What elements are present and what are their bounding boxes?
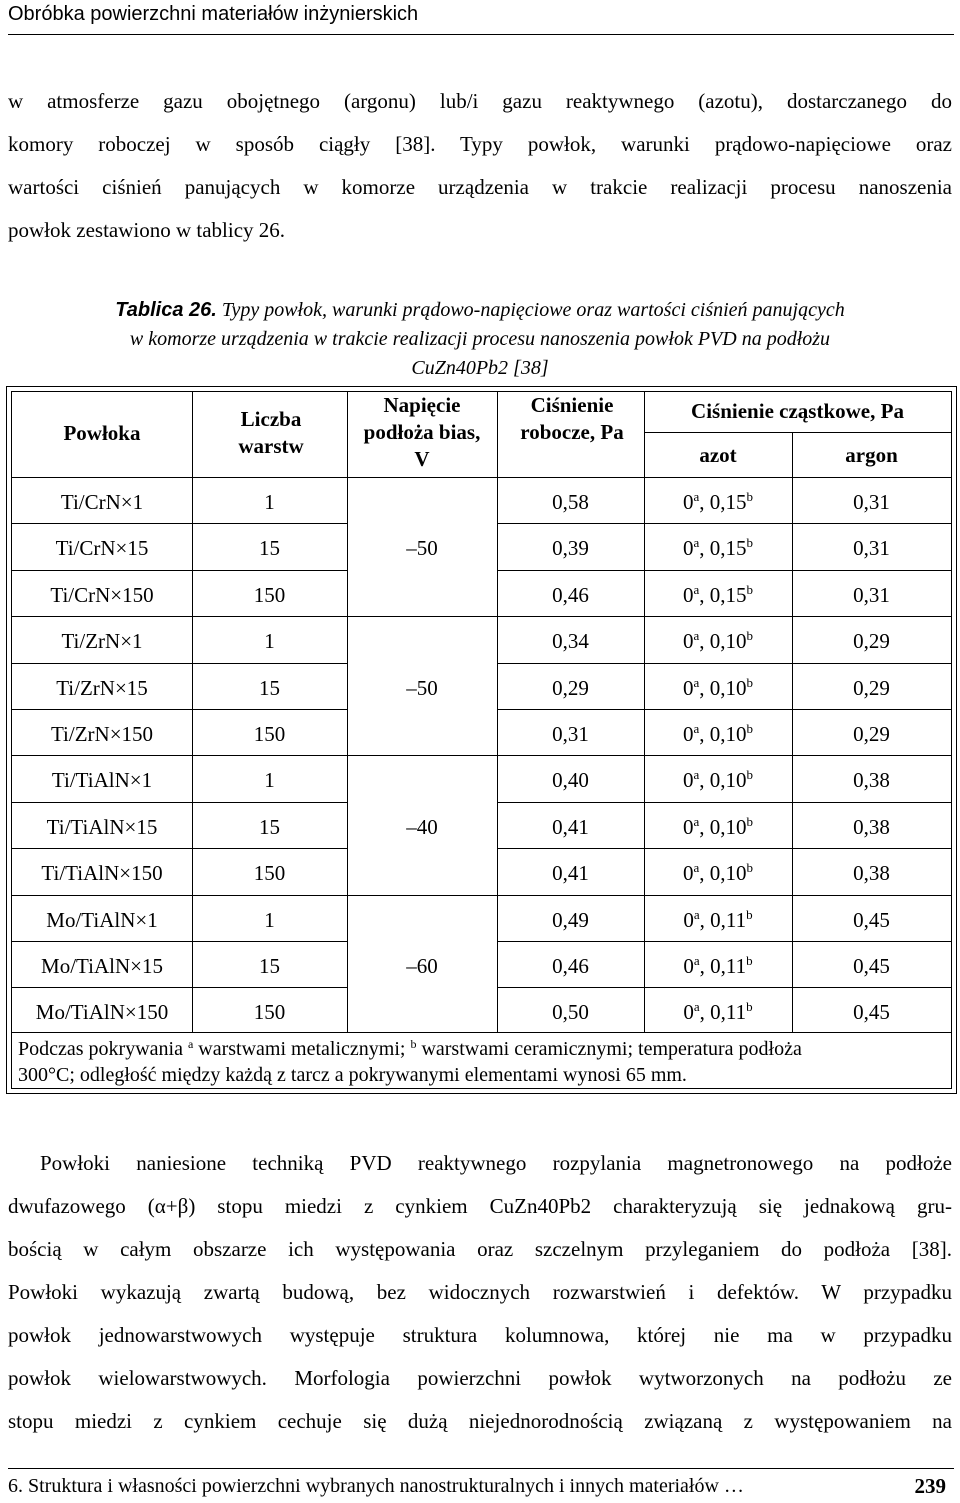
cell-coating: Ti/CrN×15: [55, 536, 149, 561]
cell-nitrogen: [644, 665, 792, 711]
footnote-marker: b: [746, 999, 753, 1015]
cell-layers: 1: [264, 768, 275, 793]
cell-layers: 1: [264, 907, 275, 932]
footnote-marker: a: [693, 628, 700, 644]
cell-nitrogen: [644, 804, 792, 850]
footnote-marker: b: [746, 489, 754, 504]
cell-text: , 0,15: [699, 536, 747, 561]
divider: [12, 848, 347, 849]
cell-coating: Ti/TiAlN×15: [46, 814, 158, 839]
cell-argon: 0,45: [853, 1000, 890, 1025]
cell-text: , 0,10: [699, 629, 747, 654]
cell-pressure: 0,49: [552, 907, 589, 932]
cell-text: 0: [682, 490, 694, 514]
footnote-line-2: 300°C; odległość między każdą z tarcz a pokrywanymi elementami wynosi 65 mm.: [18, 1064, 687, 1086]
cell-bias: –50: [406, 675, 438, 700]
footnote-text: warstwami ceramicznymi; temperatura podłoża: [416, 1038, 802, 1060]
cell-pressure: 0,29: [552, 675, 589, 700]
cell-text: 0: [683, 954, 694, 978]
cell-text: , 0,10: [699, 861, 747, 886]
caption-line-1: [8, 296, 952, 325]
cell-text: , 0,10: [699, 722, 747, 746]
cell-text: 0: [682, 814, 694, 839]
divider: [497, 987, 951, 988]
header-partial-pressure: Ciśnienie cząstkowe, Pa: [691, 399, 904, 423]
footnote-marker: a: [693, 489, 700, 504]
footnote-marker: a: [693, 674, 700, 690]
footnote-marker: a: [693, 721, 700, 736]
footer-chapter: 6. Struktura i własności powierzchni wybranych nanostrukturalnych i innych materiałów …: [8, 1475, 744, 1497]
cell-bias: –40: [406, 814, 438, 839]
paragraph-body: [8, 1142, 952, 1443]
data-table: [6, 386, 957, 1094]
cell-argon: 0,31: [853, 582, 890, 607]
cell-nitrogen: [644, 572, 792, 618]
cell-coating: Ti/TiAlN×150: [41, 861, 163, 886]
footnote-text: Podczas pokrywania: [18, 1038, 188, 1060]
cell-nitrogen: [644, 897, 792, 943]
cell-text: , 0,15: [699, 582, 747, 607]
divider: [497, 848, 951, 849]
cell-coating: Mo/TiAlN×15: [41, 954, 163, 978]
cell-argon: 0,45: [853, 907, 890, 932]
cell-bias: –50: [406, 536, 438, 561]
running-header: [8, 0, 954, 35]
header-argon: argon: [845, 443, 898, 467]
footnote-marker: b: [746, 581, 754, 597]
cell-coating: Ti/ZrN×15: [56, 675, 148, 700]
cell-pressure: 0,40: [552, 768, 589, 793]
divider: [12, 895, 951, 896]
divider: [497, 523, 951, 524]
cell-text: , 0,10: [699, 814, 747, 839]
cell-text: 0: [682, 629, 694, 654]
table-caption: [8, 296, 952, 383]
cell-coating: Mo/TiAlN×150: [35, 1000, 169, 1025]
cell-pressure: 0,46: [552, 582, 589, 607]
cell-layers: 15: [259, 675, 280, 700]
divider: [12, 616, 951, 617]
paragraph-line: powłok jednowarstwowych występuje struktura kolumnowa, której nie ma w przypadku: [8, 1323, 952, 1347]
table-inner-frame: [11, 391, 952, 1089]
cell-text: 0: [682, 768, 694, 793]
cell-pressure: 0,39: [552, 536, 589, 561]
cell-text: 0: [682, 582, 694, 607]
cell-pressure: 0,34: [552, 629, 589, 654]
cell-argon: 0,29: [853, 629, 890, 654]
cell-argon: 0,31: [853, 490, 890, 514]
footnote-marker: a: [693, 813, 700, 829]
cell-coating: Ti/ZrN×150: [50, 722, 154, 746]
cell-layers: 150: [253, 582, 286, 607]
cell-layers: 1: [264, 490, 275, 514]
cell-nitrogen: [644, 943, 792, 989]
cell-nitrogen: [644, 989, 792, 1035]
header-layers: Liczba warstw: [238, 407, 304, 458]
footnote-marker-b: b: [410, 1037, 417, 1051]
cell-text: , 0,10: [699, 675, 747, 700]
cell-layers: 15: [259, 814, 280, 839]
caption-line-2: w komorze urządzenia w trakcie realizacji procesu nanoszenia powłok PVD na podłożu: [129, 328, 831, 350]
running-footer: [8, 1468, 954, 1503]
page-number: 239: [914, 1474, 946, 1498]
paragraph-intro: [8, 80, 952, 252]
divider: [497, 709, 951, 710]
header-bias: Napięcie podłoża bias, V: [363, 393, 481, 471]
cell-layers: 150: [253, 1000, 286, 1025]
divider: [497, 941, 951, 942]
paragraph-line: Powłoki wykazują zwartą budową, bez widocznych rozwarstwień i defektów. W przypadku: [8, 1280, 952, 1304]
footnote-marker: b: [746, 860, 754, 876]
footnote-marker: b: [746, 535, 754, 551]
cell-argon: 0,38: [853, 861, 890, 886]
paragraph-line: dwufazowego (α+β) stopu miedzi z cynkiem CuZn40Pb2 charakteryzują się jednakową gru-: [8, 1194, 952, 1218]
header-nitrogen: azot: [699, 443, 737, 467]
header-coating: Powłoka: [63, 421, 141, 445]
divider: [12, 755, 951, 756]
cell-text: , 0,10: [699, 768, 747, 793]
divider: [12, 663, 347, 664]
divider: [497, 663, 951, 664]
footnote-marker: a: [693, 953, 700, 968]
paragraph-line: komory roboczej w sposób ciągły [38]. Typy powłok, warunki prądowo-napięciowe oraz: [8, 132, 952, 156]
cell-pressure: 0,41: [552, 861, 589, 886]
running-header-title: Obróbka powierzchni materiałów inżynierskich: [8, 3, 419, 25]
cell-coating: Ti/CrN×150: [50, 582, 154, 607]
paragraph-line: powłok zestawiono w tablicy 26.: [8, 218, 286, 242]
footnote-marker: a: [693, 767, 700, 783]
cell-layers: 15: [259, 536, 280, 561]
cell-layers: 150: [253, 861, 286, 886]
cell-nitrogen: [644, 757, 792, 803]
divider: [497, 392, 498, 477]
cell-pressure: 0,46: [552, 954, 589, 978]
paragraph-line: Powłoki naniesione techniką PVD reaktywnego rozpylania magnetronowego na podłoże: [40, 1151, 952, 1175]
divider: [12, 802, 347, 803]
paragraph-line: w atmosferze gazu obojętnego (argonu) lub/i gazu reaktywnego (azotu), dostarczanego do: [8, 89, 952, 113]
paragraph-line: stopu miedzi z cynkiem cechuje się dużą niejednorodnością związaną z występowaniem na: [8, 1409, 952, 1433]
footnote-line-1: [18, 1037, 948, 1063]
cell-layers: 1: [264, 629, 275, 654]
caption-text: Typy powłok, warunki prądowo-napięciowe oraz wartości ciśnień panujących: [216, 299, 845, 321]
cell-pressure: 0,58: [552, 490, 589, 514]
cell-text: , 0,11: [699, 907, 747, 932]
paragraph-line: powłok wielowarstwowych. Morfologia powierzchni powłok wytworzonych na podłożu ze: [8, 1366, 952, 1390]
cell-text: 0: [682, 536, 694, 561]
cell-text: 0: [683, 907, 694, 932]
header-pressure: Ciśnienie robocze, Pa: [520, 393, 624, 444]
footnote-marker: b: [746, 721, 754, 736]
cell-text: 0: [683, 1000, 694, 1025]
footnote-marker: b: [746, 953, 753, 968]
cell-nitrogen: [644, 618, 792, 664]
divider: [497, 570, 951, 571]
table-footnote: [18, 1037, 948, 1087]
cell-text: , 0,15: [699, 490, 747, 514]
cell-layers: 150: [253, 722, 286, 746]
cell-argon: 0,45: [853, 954, 890, 978]
footnote-marker: a: [693, 999, 700, 1015]
cell-nitrogen: [644, 711, 792, 757]
paragraph-line: bością w całym obszarze ich występowania oraz szczelnym przyleganiem do podłoża [38].: [8, 1237, 952, 1261]
footnote-marker-a: a: [187, 1037, 194, 1051]
divider: [12, 1032, 951, 1033]
caption-label: Tablica 26.: [115, 299, 217, 321]
divider: [12, 709, 347, 710]
cell-nitrogen: [644, 850, 792, 896]
divider: [12, 987, 347, 988]
cell-argon: 0,29: [853, 722, 890, 746]
footnote-marker: b: [746, 674, 754, 690]
caption-line-3: CuZn40Pb2 [38]: [411, 357, 549, 379]
divider: [497, 802, 951, 803]
cell-nitrogen: [644, 479, 792, 525]
divider: [12, 570, 347, 571]
cell-argon: 0,38: [853, 768, 890, 793]
cell-coating: Ti/ZrN×1: [61, 629, 143, 654]
footnote-marker: b: [746, 767, 754, 783]
cell-coating: Ti/TiAlN×1: [51, 768, 153, 793]
cell-nitrogen: [644, 525, 792, 571]
cell-bias: –60: [406, 954, 438, 978]
cell-text: 0: [682, 861, 694, 886]
cell-coating: Ti/CrN×1: [60, 490, 144, 514]
cell-text: , 0,11: [699, 1000, 747, 1025]
cell-coating: Mo/TiAlN×1: [46, 907, 158, 932]
paragraph-line: wartości ciśnień panujących w komorze urządzenia w trakcie realizacji procesu nanoszenia: [8, 175, 952, 199]
footnote-marker: b: [746, 628, 754, 644]
cell-text: , 0,11: [699, 954, 747, 978]
footnote-marker: a: [693, 906, 700, 922]
footnote-marker: a: [693, 581, 700, 597]
divider: [12, 477, 951, 478]
divider: [347, 392, 348, 477]
cell-pressure: 0,31: [552, 722, 589, 746]
footnote-text: warstwami metalicznymi;: [193, 1038, 411, 1060]
cell-pressure: 0,41: [552, 814, 589, 839]
divider: [644, 432, 951, 433]
cell-argon: 0,31: [853, 536, 890, 561]
footnote-marker: b: [746, 906, 753, 922]
divider: [12, 523, 347, 524]
cell-argon: 0,29: [853, 675, 890, 700]
footnote-marker: b: [746, 813, 754, 829]
cell-text: 0: [682, 722, 694, 746]
cell-layers: 15: [259, 954, 280, 978]
cell-pressure: 0,50: [552, 1000, 589, 1025]
divider: [192, 392, 193, 477]
divider: [12, 941, 347, 942]
cell-text: 0: [682, 675, 694, 700]
footnote-marker: a: [693, 860, 700, 876]
footnote-marker: a: [693, 535, 700, 551]
cell-argon: 0,38: [853, 814, 890, 839]
